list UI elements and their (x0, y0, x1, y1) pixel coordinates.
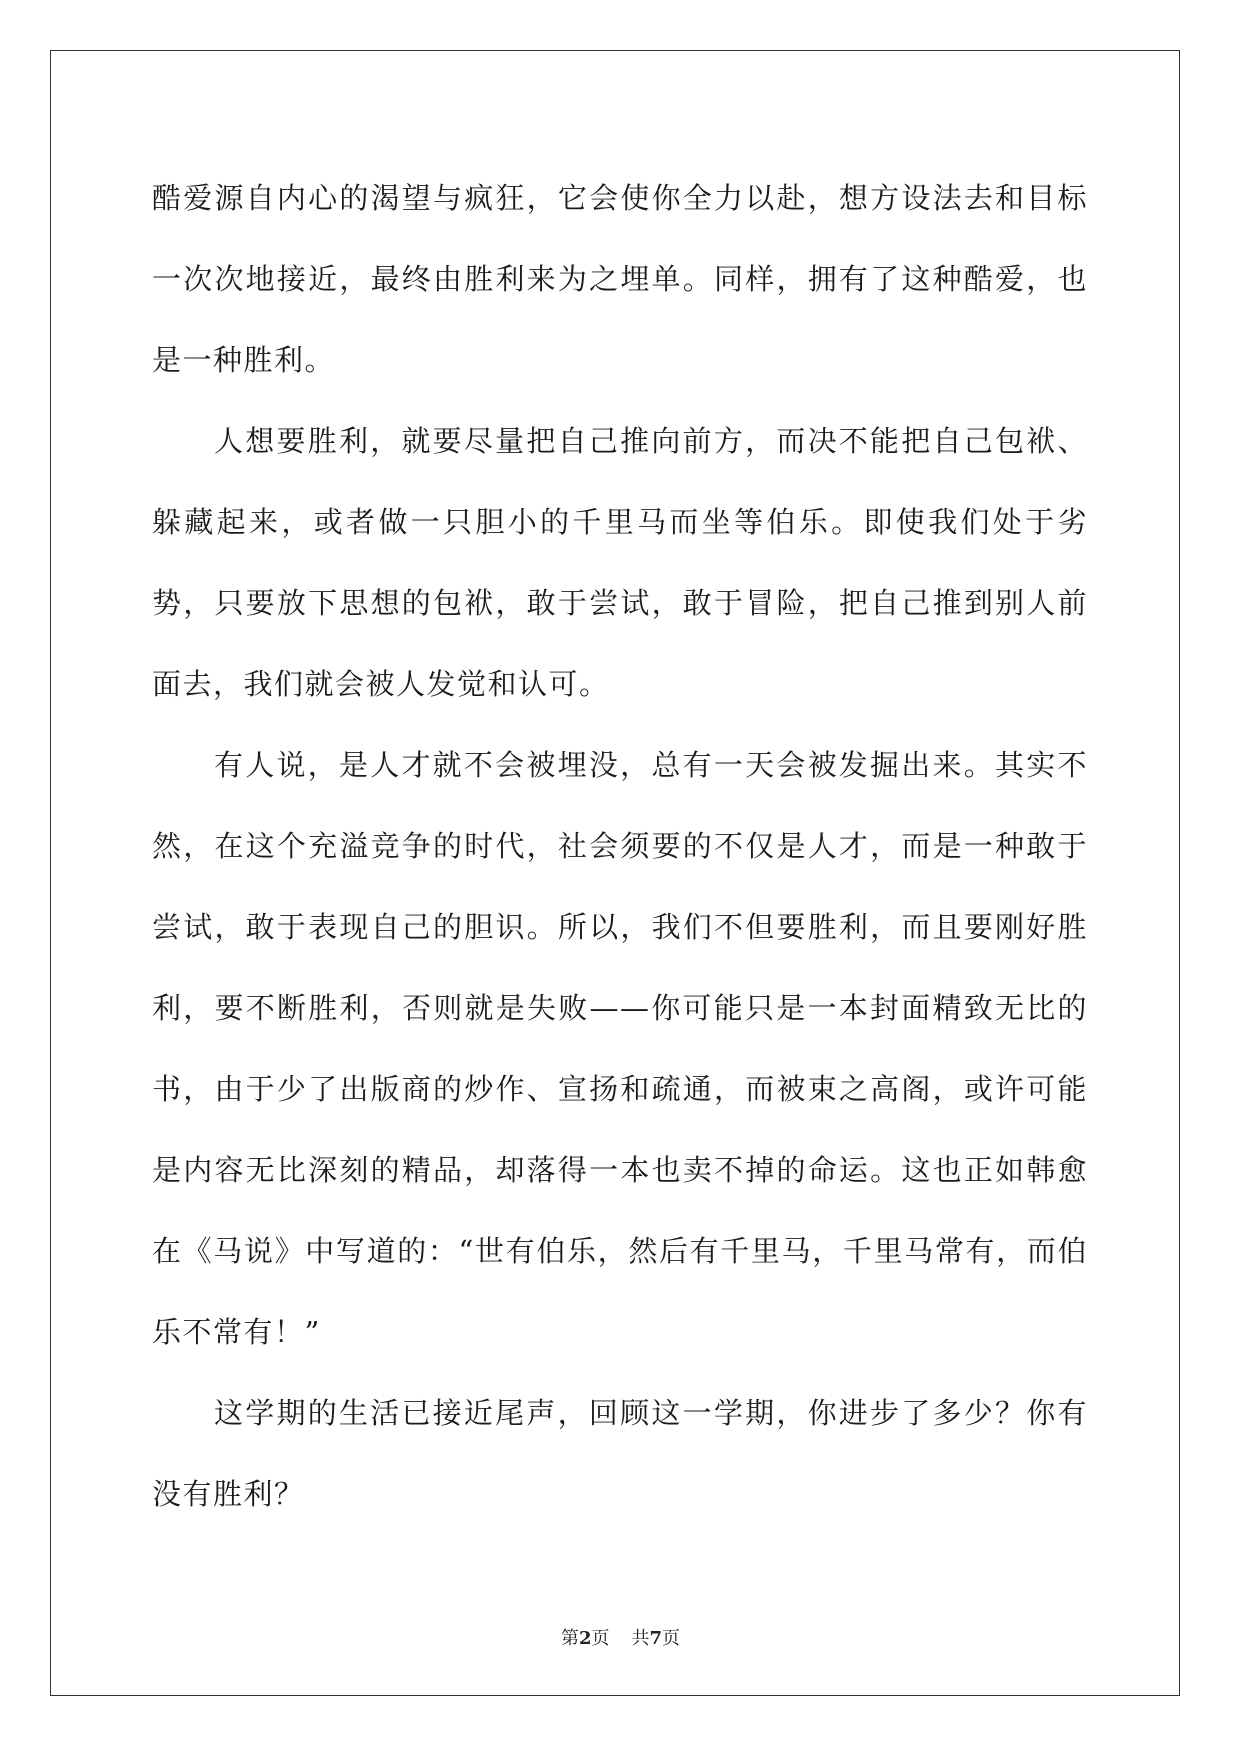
paragraph-4: 这学期的生活已接近尾声，回顾这一学期，你进步了多少？你有没有胜利？ (152, 1396, 1088, 1511)
document-body (152, 158, 1088, 1535)
page-number (561, 1628, 610, 1649)
page-prefix: 第 (560, 1628, 579, 1649)
current-page: 2 (578, 1628, 592, 1649)
paragraph-3: 有人说，是人才就不会被埋没，总有一天会被发掘出来。其实不然，在这个充溢竞争的时代，社会须要的不仅是人才，而是一种敢于尝试，敢于表现自己的胆识。所以，我们不但要胜利，而且要刚好胜利，要不断胜利，否则就是失败——你可能只是一本封面精致无比的书，由于少了出版商的炒作、宣扬和疏通，而被束之高阁，或许可能是内容无比深刻的精品，却落得一本也卖不掉的命运。这也正如韩愈在《马说》中写道的：“世有伯乐，然后有千里马，千里马常有，而伯乐不常有！” (152, 748, 1088, 1349)
page-total (632, 1628, 681, 1649)
page-footer (0, 1624, 1241, 1650)
total-suffix: 页 (662, 1628, 681, 1649)
page-suffix: 页 (591, 1628, 610, 1649)
total-pages: 7 (649, 1628, 663, 1649)
paragraph-1: 酷爱源自内心的渴望与疯狂，它会使你全力以赴，想方设法去和目标一次次地接近，最终由胜利来为之埋单。同样，拥有了这种酷爱，也是一种胜利。 (152, 181, 1088, 377)
paragraph-2: 人想要胜利，就要尽量把自己推向前方，而决不能把自己包袱、躲藏起来，或者做一只胆小的千里马而坐等伯乐。即使我们处于劣势，只要放下思想的包袱，敢于尝试，敢于冒险，把自己推到别人前面去，我们就会被人发觉和认可。 (152, 424, 1088, 701)
total-prefix: 共 (631, 1628, 650, 1649)
